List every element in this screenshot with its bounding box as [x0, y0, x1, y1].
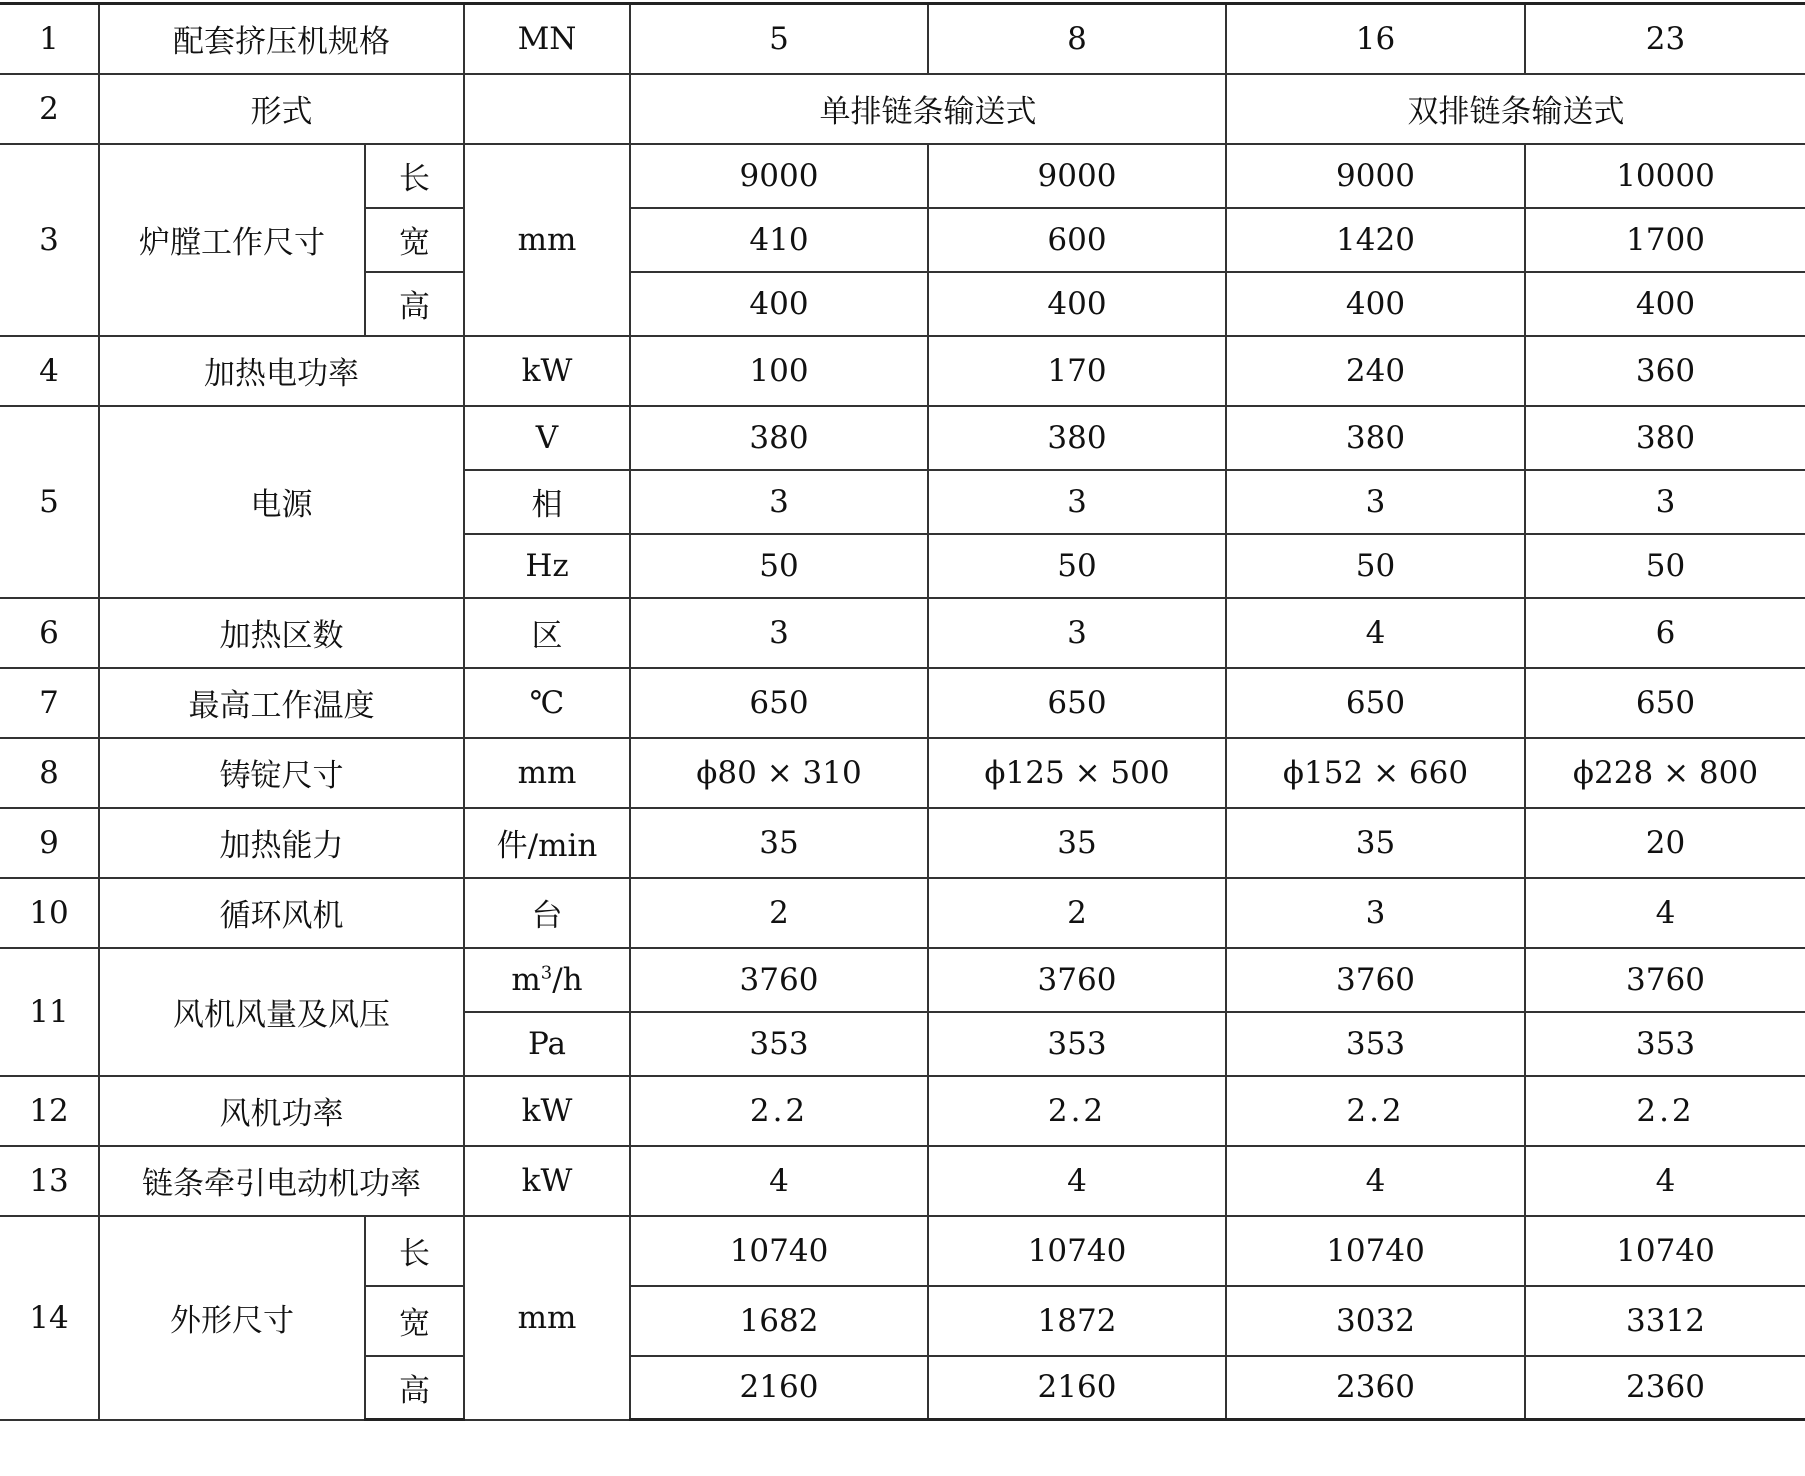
unit-cell: 区 — [464, 598, 630, 668]
item-name: 形式 — [99, 74, 464, 144]
value-cell: 3760 — [630, 948, 928, 1012]
value-cell: 3 — [1226, 878, 1525, 948]
value-cell: 4 — [928, 1146, 1226, 1216]
row-number: 8 — [0, 738, 99, 808]
value-cell: 50 — [928, 534, 1226, 598]
value-cell: 16 — [1226, 4, 1525, 74]
value-cell: 1682 — [630, 1286, 928, 1356]
item-name: 加热电功率 — [99, 336, 464, 406]
table-row — [0, 1146, 1805, 1216]
unit-cell — [464, 948, 630, 1012]
table-row — [0, 808, 1805, 878]
value-cell: 2 — [928, 878, 1226, 948]
value-cell: 8 — [928, 4, 1226, 74]
table-row — [0, 4, 1805, 74]
value-cell: 10740 — [1226, 1216, 1525, 1286]
table-row — [0, 1216, 1805, 1286]
unit-cell: MN — [464, 4, 630, 74]
unit-cell: 相 — [464, 470, 630, 534]
value-cell: 4 — [630, 1146, 928, 1216]
item-name: 循环风机 — [99, 878, 464, 948]
row-number: 7 — [0, 668, 99, 738]
value-cell: 353 — [1226, 1012, 1525, 1076]
value-cell: 3 — [1525, 470, 1805, 534]
value-cell: 10000 — [1525, 144, 1805, 208]
value-cell: 6 — [1525, 598, 1805, 668]
value-cell: 3032 — [1226, 1286, 1525, 1356]
value-cell: 2.2 — [928, 1076, 1226, 1146]
value-cell: 410 — [630, 208, 928, 272]
furnace-spec-table — [0, 2, 1805, 1421]
item-name: 最高工作温度 — [99, 668, 464, 738]
value-cell: 400 — [630, 272, 928, 336]
unit-cell: Pa — [464, 1012, 630, 1076]
value-cell: 650 — [1525, 668, 1805, 738]
unit-cell: mm — [464, 144, 630, 336]
value-cell: 10740 — [1525, 1216, 1805, 1286]
sub-label: 宽 — [365, 1286, 464, 1356]
unit-base: m — [511, 961, 541, 998]
sub-label: 长 — [365, 144, 464, 208]
value-cell: 10740 — [928, 1216, 1226, 1286]
row-number: 5 — [0, 406, 99, 598]
row-number: 1 — [0, 4, 99, 74]
row-number: 13 — [0, 1146, 99, 1216]
row-number: 11 — [0, 948, 99, 1076]
item-name: 外形尺寸 — [99, 1216, 365, 1420]
value-cell: 3 — [630, 470, 928, 534]
value-cell: 9000 — [928, 144, 1226, 208]
value-cell: 2360 — [1525, 1356, 1805, 1420]
value-cell: 380 — [1525, 406, 1805, 470]
table-row — [0, 668, 1805, 738]
value-cell: 3 — [928, 598, 1226, 668]
value-cell: 400 — [1525, 272, 1805, 336]
item-name: 炉膛工作尺寸 — [99, 144, 365, 336]
unit-cell: mm — [464, 1216, 630, 1420]
row-number: 3 — [0, 144, 99, 336]
value-cell: ϕ228 × 800 — [1525, 738, 1805, 808]
value-cell: 2.2 — [1525, 1076, 1805, 1146]
value-cell: 650 — [630, 668, 928, 738]
value-cell: 2 — [630, 878, 928, 948]
value-cell: 50 — [1525, 534, 1805, 598]
value-cell: 10740 — [630, 1216, 928, 1286]
value-cell: 9000 — [630, 144, 928, 208]
sub-label: 长 — [365, 1216, 464, 1286]
item-name: 铸锭尺寸 — [99, 738, 464, 808]
item-name: 电源 — [99, 406, 464, 598]
value-cell: 4 — [1525, 1146, 1805, 1216]
unit-superscript: 3 — [540, 962, 553, 984]
table-row — [0, 144, 1805, 208]
value-cell: 50 — [630, 534, 928, 598]
value-cell: 650 — [928, 668, 1226, 738]
value-cell: 2.2 — [630, 1076, 928, 1146]
table-row — [0, 738, 1805, 808]
value-cell: 2.2 — [1226, 1076, 1525, 1146]
value-cell: 380 — [928, 406, 1226, 470]
table-row — [0, 598, 1805, 668]
row-number: 9 — [0, 808, 99, 878]
table-row — [0, 74, 1805, 144]
item-name: 加热能力 — [99, 808, 464, 878]
value-cell: 2160 — [630, 1356, 928, 1420]
row-number: 2 — [0, 74, 99, 144]
value-cell: 380 — [1226, 406, 1525, 470]
unit-cell: mm — [464, 738, 630, 808]
value-cell: 35 — [928, 808, 1226, 878]
unit-cell: 台 — [464, 878, 630, 948]
table-row — [0, 948, 1805, 1012]
value-cell: ϕ80 × 310 — [630, 738, 928, 808]
value-cell: 100 — [630, 336, 928, 406]
row-number: 6 — [0, 598, 99, 668]
sub-label: 高 — [365, 1356, 464, 1420]
sub-label: 宽 — [365, 208, 464, 272]
value-cell: 1872 — [928, 1286, 1226, 1356]
unit-cell: kW — [464, 1146, 630, 1216]
unit-cell: V — [464, 406, 630, 470]
value-cell: 170 — [928, 336, 1226, 406]
value-cell: 600 — [928, 208, 1226, 272]
table-row — [0, 406, 1805, 470]
value-cell: 2160 — [928, 1356, 1226, 1420]
value-cell: 400 — [1226, 272, 1525, 336]
row-number: 10 — [0, 878, 99, 948]
item-name: 配套挤压机规格 — [99, 4, 464, 74]
value-cell: 240 — [1226, 336, 1525, 406]
value-cell: 3 — [630, 598, 928, 668]
value-group-cell: 单排链条输送式 — [630, 74, 1226, 144]
value-cell: 4 — [1525, 878, 1805, 948]
value-cell: 3760 — [1226, 948, 1525, 1012]
value-cell: 400 — [928, 272, 1226, 336]
row-number: 12 — [0, 1076, 99, 1146]
value-cell: 3 — [928, 470, 1226, 534]
value-cell: ϕ152 × 660 — [1226, 738, 1525, 808]
value-cell: 4 — [1226, 598, 1525, 668]
unit-tail: /h — [552, 961, 583, 998]
value-cell: 5 — [630, 4, 928, 74]
value-cell: 35 — [630, 808, 928, 878]
row-number: 4 — [0, 336, 99, 406]
value-cell: ϕ125 × 500 — [928, 738, 1226, 808]
item-name: 链条牵引电动机功率 — [99, 1146, 464, 1216]
unit-cell: kW — [464, 336, 630, 406]
item-name: 风机风量及风压 — [99, 948, 464, 1076]
unit-cell — [464, 74, 630, 144]
value-cell: 50 — [1226, 534, 1525, 598]
value-cell: 380 — [630, 406, 928, 470]
value-cell: 3760 — [1525, 948, 1805, 1012]
item-name: 加热区数 — [99, 598, 464, 668]
value-cell: 353 — [630, 1012, 928, 1076]
table-row — [0, 336, 1805, 406]
value-cell: 20 — [1525, 808, 1805, 878]
item-name: 风机功率 — [99, 1076, 464, 1146]
value-cell: 9000 — [1226, 144, 1525, 208]
value-cell: 3 — [1226, 470, 1525, 534]
table-row — [0, 1076, 1805, 1146]
unit-cell: Hz — [464, 534, 630, 598]
value-cell: 360 — [1525, 336, 1805, 406]
value-cell: 35 — [1226, 808, 1525, 878]
sub-label: 高 — [365, 272, 464, 336]
value-cell: 2360 — [1226, 1356, 1525, 1420]
value-cell: 23 — [1525, 4, 1805, 74]
value-cell: 3312 — [1525, 1286, 1805, 1356]
unit-cell: kW — [464, 1076, 630, 1146]
unit-cell: ℃ — [464, 668, 630, 738]
table-row — [0, 878, 1805, 948]
value-cell: 4 — [1226, 1146, 1525, 1216]
value-group-cell: 双排链条输送式 — [1226, 74, 1805, 144]
unit-cell: 件/min — [464, 808, 630, 878]
value-cell: 353 — [1525, 1012, 1805, 1076]
value-cell: 353 — [928, 1012, 1226, 1076]
value-cell: 3760 — [928, 948, 1226, 1012]
value-cell: 650 — [1226, 668, 1525, 738]
value-cell: 1700 — [1525, 208, 1805, 272]
row-number: 14 — [0, 1216, 99, 1420]
value-cell: 1420 — [1226, 208, 1525, 272]
